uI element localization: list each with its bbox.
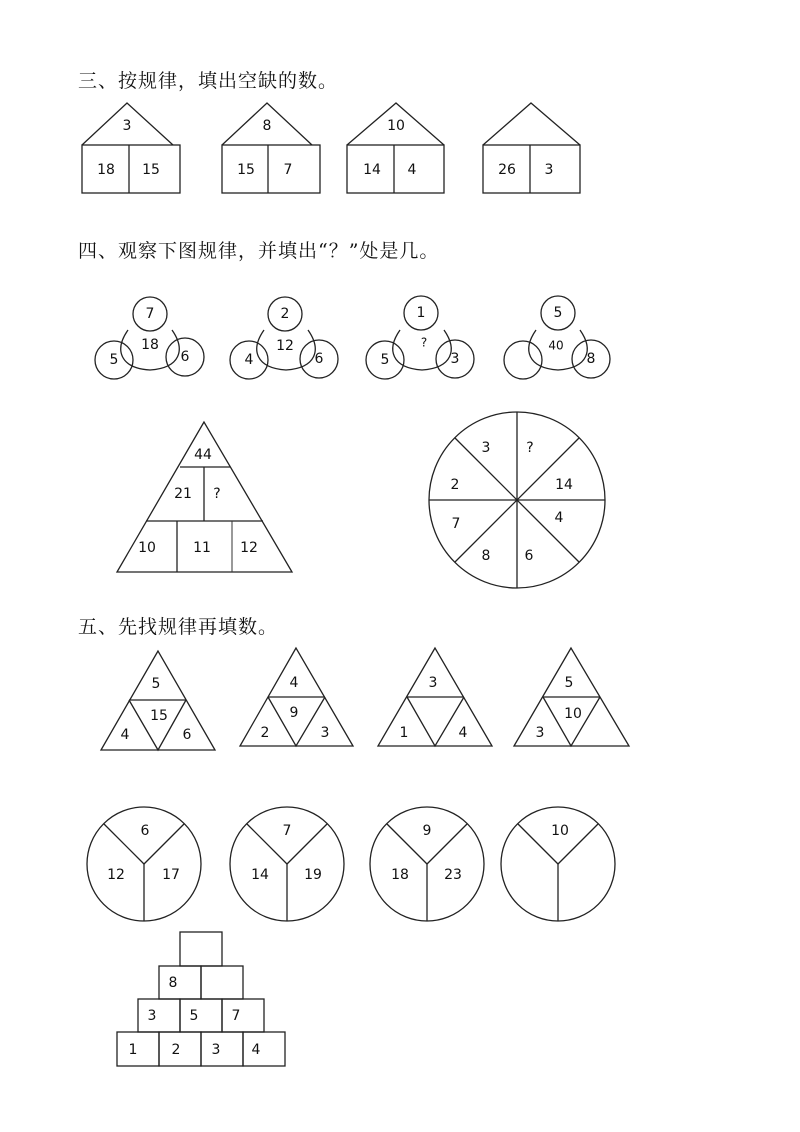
- house-1-right: 15: [142, 162, 160, 178]
- split-circle-3-left: 18: [391, 867, 409, 883]
- pyramid-bottom-2: 11: [193, 540, 211, 556]
- house-3-right: 4: [407, 162, 417, 178]
- triangle-2-right: 3: [320, 725, 330, 741]
- circle-group-1-top: 7: [145, 306, 155, 322]
- pyramid-top: 44: [194, 447, 212, 463]
- split-circle-4-top: 10: [551, 823, 569, 839]
- triangle-4-top: 5: [564, 675, 574, 691]
- split-circle-2: [230, 807, 344, 921]
- circle-group-2-top: 2: [280, 306, 290, 322]
- house-1: [82, 103, 180, 193]
- circle-group-1-right: 6: [180, 349, 190, 365]
- triangle-3-top: 3: [428, 675, 438, 691]
- split-circle-4: [501, 807, 615, 921]
- triangle-3: [378, 648, 492, 746]
- circle-group-1-center: 18: [141, 337, 159, 353]
- number-pyramid: [117, 422, 292, 572]
- house-2-roof: 8: [262, 118, 272, 134]
- brick-row3-1: 3: [147, 1008, 157, 1024]
- circle-group-2: [230, 297, 338, 379]
- triangle-1: [101, 651, 215, 750]
- wheel-seg-6: 8: [481, 548, 491, 564]
- circle-group-2-left: 4: [244, 352, 254, 368]
- section-4-title: 四、观察下图规律，并填出“？”处是几。: [78, 240, 440, 262]
- circle-group-4: [504, 296, 610, 379]
- split-circle-2-left: 14: [251, 867, 269, 883]
- split-circle-1-top: 6: [140, 823, 150, 839]
- wheel-seg-7: 7: [451, 516, 461, 532]
- brick-row4-3: 3: [211, 1042, 221, 1058]
- brick-row4-2: 2: [171, 1042, 181, 1058]
- circle-group-2-center: 12: [276, 338, 294, 354]
- circle-group-3-top: 1: [416, 305, 426, 321]
- section-5-title: 五、先找规律再填数。: [78, 616, 279, 638]
- brick-row4-1: 1: [128, 1042, 138, 1058]
- house-2-right: 7: [283, 162, 293, 178]
- split-circle-1: [87, 807, 201, 921]
- brick-pyramid: [117, 932, 285, 1066]
- triangle-1-right: 6: [182, 727, 192, 743]
- triangle-4: [514, 648, 629, 746]
- triangle-2-center: 9: [289, 705, 299, 721]
- split-circle-3: [370, 807, 484, 921]
- house-1-left: 18: [97, 162, 115, 178]
- triangle-4-left: 3: [535, 725, 545, 741]
- split-circle-2-top: 7: [282, 823, 292, 839]
- brick-row3-2: 5: [189, 1008, 199, 1024]
- house-3-left: 14: [363, 162, 381, 178]
- house-1-roof: 3: [122, 118, 132, 134]
- circle-group-2-right: 6: [314, 351, 324, 367]
- circle-group-3-center: ?: [420, 335, 428, 350]
- house-4: [483, 103, 580, 193]
- house-2-left: 15: [237, 162, 255, 178]
- triangle-1-top: 5: [151, 676, 161, 692]
- wheel-seg-4: 4: [554, 510, 564, 526]
- circle-group-1: [95, 297, 204, 379]
- house-4-right: 3: [544, 162, 554, 178]
- triangle-2: [240, 648, 353, 746]
- brick-row3-3: 7: [231, 1008, 241, 1024]
- circle-group-4-top: 5: [553, 305, 563, 321]
- split-circle-1-right: 17: [162, 867, 180, 883]
- pyramid-bottom-1: 10: [138, 540, 156, 556]
- triangle-2-left: 2: [260, 725, 270, 741]
- section-3-title: 三、按规律，填出空缺的数。: [78, 70, 339, 92]
- circle-group-4-center: 40: [548, 338, 564, 353]
- circle-group-1-left: 5: [109, 352, 119, 368]
- house-4-left: 26: [498, 162, 516, 178]
- pyramid-bottom-3: 12: [240, 540, 258, 556]
- circle-group-3-right: 3: [450, 351, 460, 367]
- wheel-seg-1: 3: [481, 440, 491, 456]
- triangle-3-left: 1: [399, 725, 409, 741]
- split-circle-1-left: 12: [107, 867, 125, 883]
- number-wheel: [429, 412, 605, 588]
- triangle-4-center: 10: [564, 706, 582, 722]
- circle-group-3-left: 5: [380, 352, 390, 368]
- wheel-seg-2: ?: [526, 440, 534, 456]
- pyramid-mid-right: ?: [213, 486, 221, 502]
- circle-group-4-right: 8: [586, 351, 596, 367]
- wheel-seg-3: 14: [555, 477, 573, 493]
- brick-row2-1: 8: [168, 975, 178, 991]
- split-circle-3-top: 9: [422, 823, 432, 839]
- house-3-roof: 10: [387, 118, 405, 134]
- triangle-2-top: 4: [289, 675, 299, 691]
- house-2: [222, 103, 320, 193]
- brick-row4-4: 4: [251, 1042, 261, 1058]
- house-3: [347, 103, 444, 193]
- triangle-1-left: 4: [120, 727, 130, 743]
- split-circle-3-right: 23: [444, 867, 462, 883]
- circle-group-3: [366, 296, 474, 379]
- wheel-seg-8: 2: [450, 477, 460, 493]
- wheel-seg-5: 6: [524, 548, 534, 564]
- triangle-1-center: 15: [150, 708, 168, 724]
- pyramid-mid-left: 21: [174, 486, 192, 502]
- triangle-3-right: 4: [458, 725, 468, 741]
- split-circle-2-right: 19: [304, 867, 322, 883]
